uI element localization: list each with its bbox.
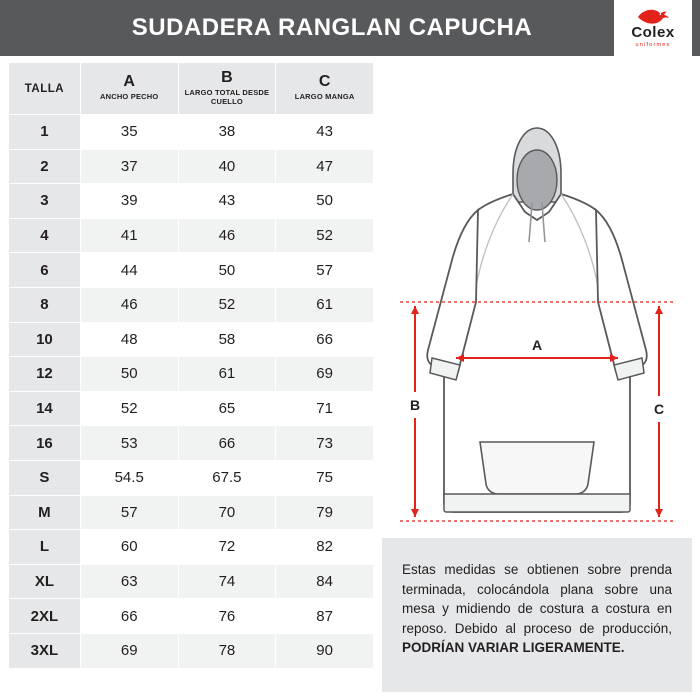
cell-c: 71 (276, 391, 374, 426)
cell-b: 74 (178, 564, 276, 599)
cell-a: 60 (80, 530, 178, 565)
cell-size: S (9, 460, 81, 495)
cell-c: 43 (276, 115, 374, 150)
table-row (9, 633, 374, 668)
cell-b: 52 (178, 287, 276, 322)
hood-inner (517, 150, 557, 210)
table-row (9, 530, 374, 565)
cell-b: 78 (178, 633, 276, 668)
cell-size: XL (9, 564, 81, 599)
cell-size: 3 (9, 184, 81, 219)
table-row (9, 253, 374, 288)
cell-c: 47 (276, 149, 374, 184)
cell-size: 16 (9, 426, 81, 461)
cell-c: 50 (276, 184, 374, 219)
eagle-logo-icon (636, 8, 670, 25)
waistband (444, 494, 630, 512)
brand-name: Colex (631, 24, 675, 41)
header-bar (0, 0, 700, 56)
cell-size: 8 (9, 287, 81, 322)
table-row (9, 184, 374, 219)
brand-logo (614, 0, 692, 56)
cell-b: 70 (178, 495, 276, 530)
cell-size: M (9, 495, 81, 530)
cell-size: 6 (9, 253, 81, 288)
cell-size: L (9, 530, 81, 565)
cell-a: 46 (80, 287, 178, 322)
cell-a: 48 (80, 322, 178, 357)
cell-b: 65 (178, 391, 276, 426)
measure-label-b: B (409, 397, 421, 413)
garment-illustration (382, 62, 692, 532)
table-row (9, 495, 374, 530)
table-row (9, 218, 374, 253)
cell-b: 38 (178, 115, 276, 150)
table-row (9, 357, 374, 392)
cell-a: 63 (80, 564, 178, 599)
cell-c: 69 (276, 357, 374, 392)
cell-size: 1 (9, 115, 81, 150)
cell-a: 52 (80, 391, 178, 426)
cell-c: 90 (276, 633, 374, 668)
table-row (9, 115, 374, 150)
cell-size: 4 (9, 218, 81, 253)
cell-b: 76 (178, 599, 276, 634)
measure-label-a: A (531, 337, 543, 353)
cell-c: 66 (276, 322, 374, 357)
header-cell-a: A ANCHO PECHO (80, 63, 178, 115)
cell-c: 52 (276, 218, 374, 253)
cell-b: 40 (178, 149, 276, 184)
cell-a: 57 (80, 495, 178, 530)
table-row (9, 599, 374, 634)
cell-a: 66 (80, 599, 178, 634)
cell-a: 50 (80, 357, 178, 392)
kangaroo-pocket (480, 442, 594, 494)
page-title: SUDADERA RANGLAN CAPUCHA (131, 14, 533, 41)
header-cell-b: B LARGO TOTAL DESDE CUELLO (178, 63, 276, 115)
table-header-row (9, 63, 374, 115)
note-paragraph (402, 560, 672, 658)
measure-arrow-c (648, 306, 670, 517)
cell-c: 87 (276, 599, 374, 634)
cell-a: 37 (80, 149, 178, 184)
cell-b: 50 (178, 253, 276, 288)
size-table (8, 62, 374, 669)
cell-c: 61 (276, 287, 374, 322)
note-text: Estas medidas se obtienen sobre prenda terminada, colocándola plana sobre una mesa y midiendo de costura a costura en reposo. Debido al proceso de producción, (402, 562, 672, 636)
cell-b: 72 (178, 530, 276, 565)
cell-size: 2XL (9, 599, 81, 634)
cell-a: 69 (80, 633, 178, 668)
cell-c: 57 (276, 253, 374, 288)
cell-a: 44 (80, 253, 178, 288)
cell-b: 43 (178, 184, 276, 219)
cell-a: 41 (80, 218, 178, 253)
cell-size: 12 (9, 357, 81, 392)
cell-size: 2 (9, 149, 81, 184)
table-row (9, 460, 374, 495)
table-row (9, 426, 374, 461)
cell-a: 53 (80, 426, 178, 461)
header-cell-talla: TALLA (9, 63, 81, 115)
measure-arrow-b (404, 306, 426, 517)
cell-b: 67.5 (178, 460, 276, 495)
cell-b: 61 (178, 357, 276, 392)
cell-a: 35 (80, 115, 178, 150)
cell-size: 10 (9, 322, 81, 357)
table-row (9, 149, 374, 184)
cell-c: 79 (276, 495, 374, 530)
note-emphasis: PODRÍAN VARIAR LIGERAMENTE. (402, 640, 625, 656)
cell-c: 82 (276, 530, 374, 565)
table-row (9, 322, 374, 357)
table-row (9, 287, 374, 322)
cell-c: 75 (276, 460, 374, 495)
table-row (9, 391, 374, 426)
cell-a: 39 (80, 184, 178, 219)
cell-b: 58 (178, 322, 276, 357)
table-row (9, 564, 374, 599)
cell-b: 66 (178, 426, 276, 461)
cell-a: 54.5 (80, 460, 178, 495)
cell-c: 84 (276, 564, 374, 599)
header-cell-c: C LARGO MANGA (276, 63, 374, 115)
measurement-note (382, 538, 692, 692)
cell-b: 46 (178, 218, 276, 253)
cell-size: 3XL (9, 633, 81, 668)
brand-tagline: uniformes (635, 42, 671, 48)
cell-c: 73 (276, 426, 374, 461)
measure-label-c: C (653, 401, 665, 417)
cell-size: 14 (9, 391, 81, 426)
